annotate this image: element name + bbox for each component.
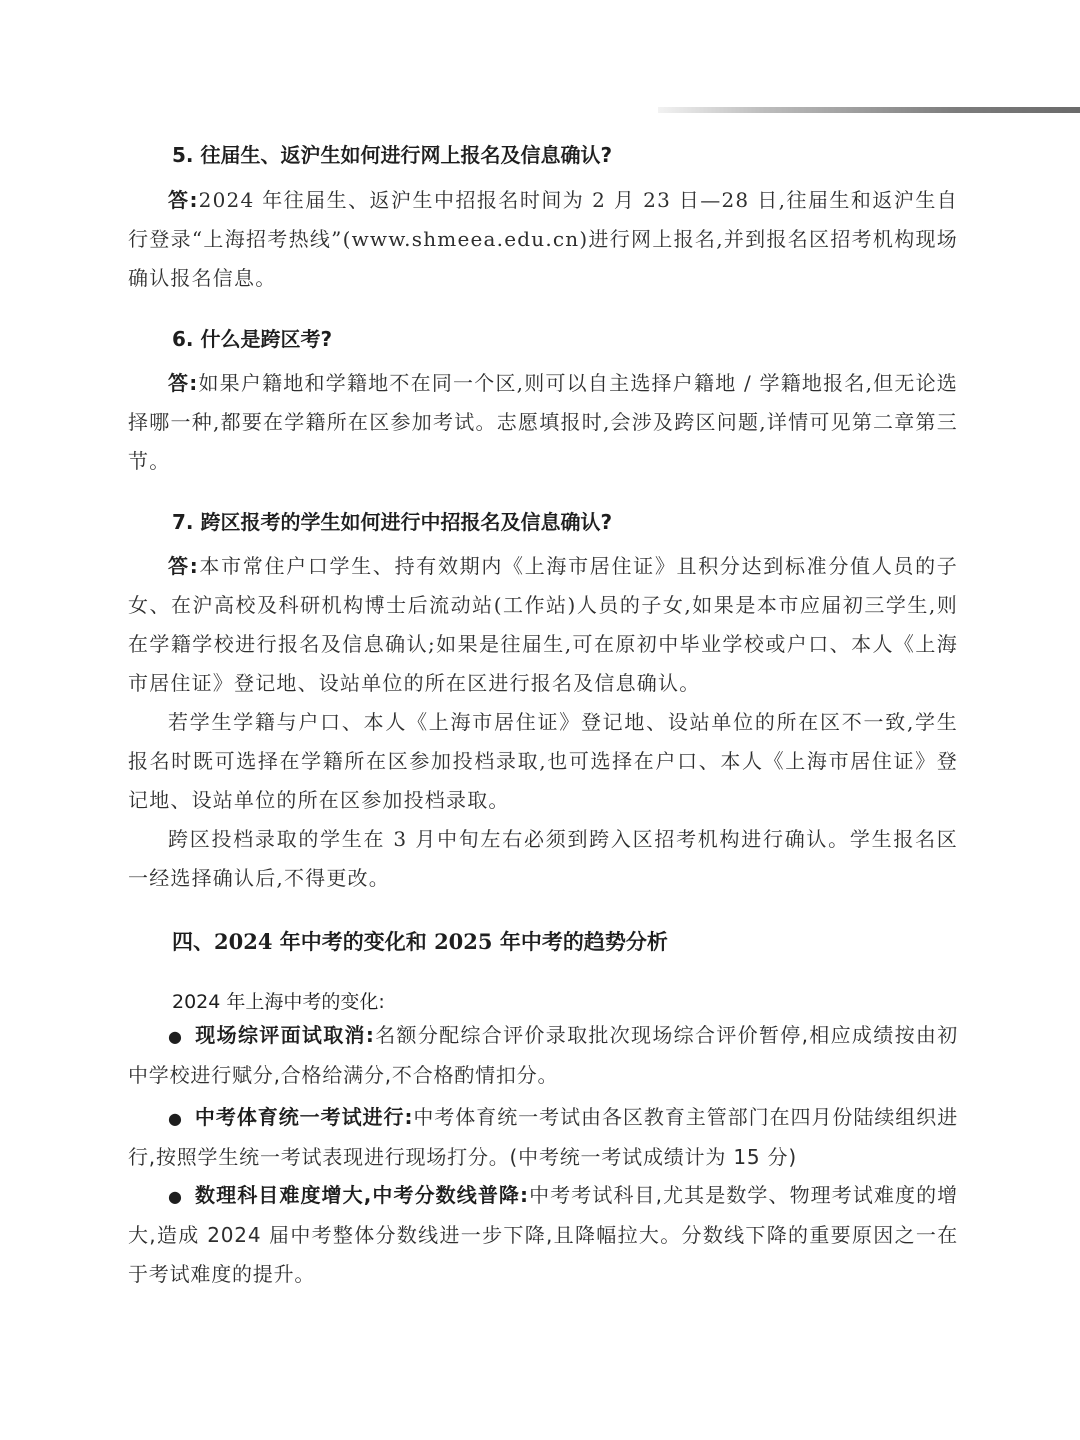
answer-label: 答: — [168, 188, 199, 212]
question-6-title: 6. 什么是跨区考? — [172, 327, 333, 351]
section-4-subtitle: 2024 年上海中考的变化: — [172, 991, 385, 1013]
answer-text: 如果户籍地和学籍地不在同一个区,则可以自主选择户籍地 / 学籍地报名,但无论选择哪一种,都要在学籍所在区参加考试。志愿填报时,会涉及跨区问题,详情可见第二章第三节。 — [128, 371, 958, 473]
change-item-lead: 现场综评面试取消: — [195, 1023, 375, 1047]
header-decorative-bar — [658, 107, 1080, 113]
answer-text: 本市常住户口学生、持有效期内《上海市居住证》且积分达到标准分值人员的子女、在沪高校及科研机构博士后流动站(工作站)人员的子女,如果是本市应届初三学生,则在学籍学校进行报名及信息确认;如果是往届生,可在原初中毕业学校或户口、本人《上海市居住证》登记地、设站单位的所在区进行报名及信息确认。 — [128, 554, 958, 695]
question-5-answer — [128, 181, 958, 298]
question-7-title: 7. 跨区报考的学生如何进行中招报名及信息确认? — [172, 510, 613, 534]
change-item-2 — [128, 1098, 958, 1177]
change-item-lead: 数理科目难度增大,中考分数线普降: — [195, 1183, 529, 1207]
bullet-icon: ● — [168, 1187, 184, 1206]
bullet-icon: ● — [168, 1027, 184, 1046]
section-4-title: 四、2024 年中考的变化和 2025 年中考的趋势分析 — [172, 929, 668, 954]
answer-label: 答: — [168, 371, 199, 395]
change-item-1 — [128, 1016, 958, 1095]
question-7-paragraph-2: 若学生学籍与户口、本人《上海市居住证》登记地、设站单位的所在区不一致,学生报名时既可选择在学籍所在区参加投档录取,也可选择在户口、本人《上海市居住证》登记地、设站单位的所在区参加投档录取。 — [128, 710, 958, 812]
question-7-paragraph-3: 跨区投档录取的学生在 3 月中旬左右必须到跨入区招考机构进行确认。学生报名区一经选择确认后,不得更改。 — [128, 827, 958, 890]
answer-text: 2024 年往届生、返沪生中招报名时间为 2 月 23 日—28 日,往届生和返沪生自行登录“上海招考热线”(www.shmeea.edu.cn)进行网上报名,并到报名区招考机构现场确认报名信息。 — [128, 188, 958, 290]
change-item-text: 中考体育统一考试由各区教育主管部门在四月份陆续组织进行,按照学生统一考试表现进行现场打分。(中考统一考试成绩计为 15 分) — [128, 1105, 958, 1169]
question-5-title: 5. 往届生、返沪生如何进行网上报名及信息确认? — [172, 143, 613, 167]
answer-label: 答: — [168, 554, 199, 578]
question-6-answer — [128, 364, 958, 481]
change-item-text: 名额分配综合评价录取批次现场综合评价暂停,相应成绩按由初中学校进行赋分,合格给满分,不合格酌情扣分。 — [128, 1023, 959, 1087]
bullet-icon: ● — [168, 1109, 183, 1128]
question-7-answer — [128, 547, 958, 703]
change-item-lead: 中考体育统一考试进行: — [194, 1105, 414, 1129]
change-item-text: 中考考试科目,尤其是数学、物理考试难度的增大,造成 2024 届中考整体分数线进一步下降,且降幅拉大。分数线下降的重要原因之一在于考试难度的提升。 — [128, 1183, 958, 1286]
change-item-3 — [128, 1176, 958, 1294]
